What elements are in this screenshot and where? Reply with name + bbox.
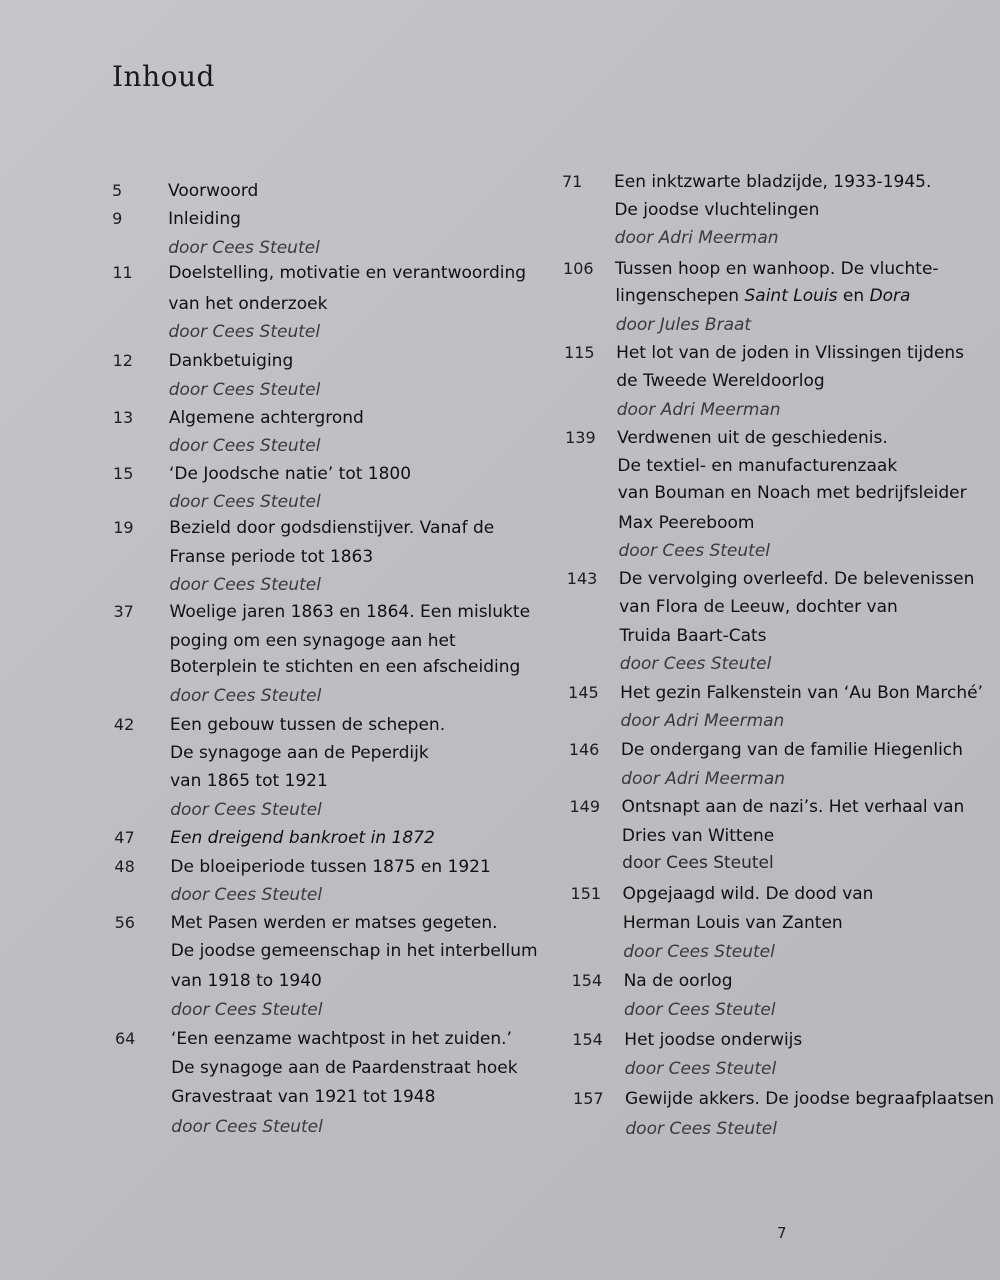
toc-entry-author: door Cees Steutel [619,654,772,674]
toc-entry-author: door Cees Steutel [624,1059,777,1079]
toc-page-number: 15 [113,464,134,483]
toc-page-number: 151 [570,884,602,903]
toc-entry-title: Een gebouw tussen de schepen. [169,715,446,735]
toc-entry-title-part: lingenschepen [615,286,745,306]
toc-entry-title: Een dreigend bankroet in 1872 [170,828,435,848]
toc-entry-title: Het joodse onderwijs [624,1030,803,1050]
toc-entry-author: door Cees Steutel [168,322,321,342]
toc-entry-author: door Jules Braat [615,315,752,335]
toc-entry-author: door Cees Steutel [171,1117,323,1137]
toc-entry-author: door Cees Steutel [168,380,321,400]
toc-page-number: 48 [114,857,135,876]
toc-page-number: 143 [566,569,598,588]
toc-entry-title: De joodse gemeenschap in het interbellum [170,941,538,961]
toc-page-number: 64 [115,1029,136,1048]
toc-entry-title: Algemene achtergrond [168,408,364,428]
toc-entry-title: Na de oorlog [623,971,733,991]
toc-entry-title: De synagoge aan de Paardenstraat hoek [171,1058,518,1078]
toc-entry-title: De textiel- en manufacturenzaak [617,456,898,476]
toc-entry-title: De synagoge aan de Peperdijk [170,743,429,763]
toc-entry-title: Verdwenen uit de geschiedenis. [617,428,888,448]
toc-page-number: 47 [114,828,135,847]
toc-entry-author: door Cees Steutel [623,1000,776,1020]
toc-entry-author: door Cees Steutel [169,575,321,595]
toc-page-number: 145 [568,683,599,702]
toc-page-number: 9 [112,209,123,228]
toc-entry-title: Max Peereboom [618,513,755,533]
toc-entry-author: door Cees Steutel [625,1119,777,1139]
toc-entry-author: door Cees Steutel [168,238,320,258]
toc-entry-title: Het gezin Falkenstein van ‘Au Bon Marché’ [620,683,984,703]
toc-entry-title: van Flora de Leeuw, dochter van [619,597,898,617]
toc-page-number: 13 [112,408,134,427]
toc-entry-title: Gewijde akkers. De joodse begraafplaatsen [625,1089,995,1109]
toc-entry-title: Gravestraat van 1921 tot 1948 [171,1087,436,1107]
toc-page-number: 19 [113,518,134,537]
toc-entry-title: Woelige jaren 1863 en 1864. Een mislukte [169,602,531,622]
toc-entry-author: door Cees Steutel [169,492,321,512]
toc-entry-title: Tussen hoop en wanhoop. De vluchte- [615,259,939,279]
toc-entry-author: door Adri Meerman [616,400,781,420]
toc-entry-title [615,285,910,307]
toc-entry-title: De ondergang van de familie Hiegenlich [620,740,963,760]
toc-entry-author: door Cees Steutel [170,800,322,820]
toc-page-number: 12 [112,351,133,370]
toc-entry-title: van 1918 to 1940 [170,971,322,991]
toc-entry-title-part: Dora [869,286,911,306]
toc-entry-author: door Cees Steutel [622,853,774,873]
toc-entry-title: Franse periode tot 1863 [169,547,374,567]
toc-entry-title: Dries van Wittene [621,826,775,846]
toc-page-number: 5 [112,181,123,200]
toc-page-number: 115 [564,343,595,362]
toc-page-number: 146 [568,740,600,759]
toc-entry-title: ‘Een eenzame wachtpost in het zuiden.’ [171,1029,512,1049]
toc-entry-title: Boterplein te stichten en een afscheiding [169,657,521,677]
page-title: Inhoud [112,60,215,93]
page-number: 7 [777,1224,787,1242]
toc-page-number: 42 [113,715,135,734]
toc-entry-title: van Bouman en Noach met bedrijfsleider [617,483,967,503]
toc-entry-author: door Cees Steutel [170,1000,323,1020]
toc-page-number: 71 [562,172,583,191]
toc-entry-title: Bezield door godsdienstijver. Vanaf de [169,518,495,538]
toc-entry-title: ‘De Joodsche natie’ tot 1800 [169,464,412,484]
toc-entry-title-part: en [837,286,870,306]
toc-entry-title: Herman Louis van Zanten [622,913,843,933]
toc-entry-title: Dankbetuiging [168,351,294,371]
toc-entry-title: Een inktzwarte bladzijde, 1933-1945. [614,172,932,192]
toc-entry-title: Ontsnapt aan de nazi’s. Het verhaal van [621,797,965,817]
toc-entry-title: poging om een synagoge aan het [169,631,456,651]
toc-entry-title: Truida Baart-Cats [619,626,767,646]
toc-entry-title: Met Pasen werden er matses gegeten. [170,913,498,933]
toc-entry-author: door Cees Steutel [170,885,323,905]
toc-page-number: 154 [571,971,603,990]
toc-page-number: 157 [573,1089,604,1108]
toc-entry-title: Opgejaagd wild. De dood van [622,884,874,904]
toc-page-number: 37 [113,602,134,621]
toc-page-number: 139 [565,428,596,447]
toc-entry-author: door Adri Meerman [614,228,779,248]
toc-entry-title: De bloeiperiode tussen 1875 en 1921 [170,857,491,877]
toc-entry-title: de Tweede Wereldoorlog [616,371,825,391]
toc-entry-title: Voorwoord [168,181,259,201]
toc-page-number: 154 [572,1030,603,1049]
toc-entry-author: door Cees Steutel [618,541,771,561]
toc-page-number: 56 [114,913,135,932]
toc-entry-author: door Adri Meerman [621,769,786,789]
toc-entry-title-part: Saint Louis [744,286,838,306]
toc-entry-author: door Cees Steutel [169,686,322,706]
toc-entry-title: van 1865 tot 1921 [170,771,328,791]
toc-page-number: 149 [569,797,601,816]
toc-entry-title: Het lot van de joden in Vlissingen tijdens [616,343,965,363]
toc-entry-author: door Cees Steutel [623,942,775,962]
toc-entry-author: door Adri Meerman [620,711,785,731]
toc-page-number: 11 [112,263,133,282]
toc-entry-title: De joodse vluchtelingen [614,200,820,220]
toc-entry-title: Inleiding [168,209,241,229]
toc-entry-author: door Cees Steutel [168,436,321,456]
toc-entry-title: Doelstelling, motivatie en verantwoording [168,263,527,283]
toc-entry-title: van het onderzoek [168,294,328,314]
toc-page-number: 106 [563,259,594,278]
toc-entry-title: De vervolging overleefd. De belevenissen [618,569,975,589]
